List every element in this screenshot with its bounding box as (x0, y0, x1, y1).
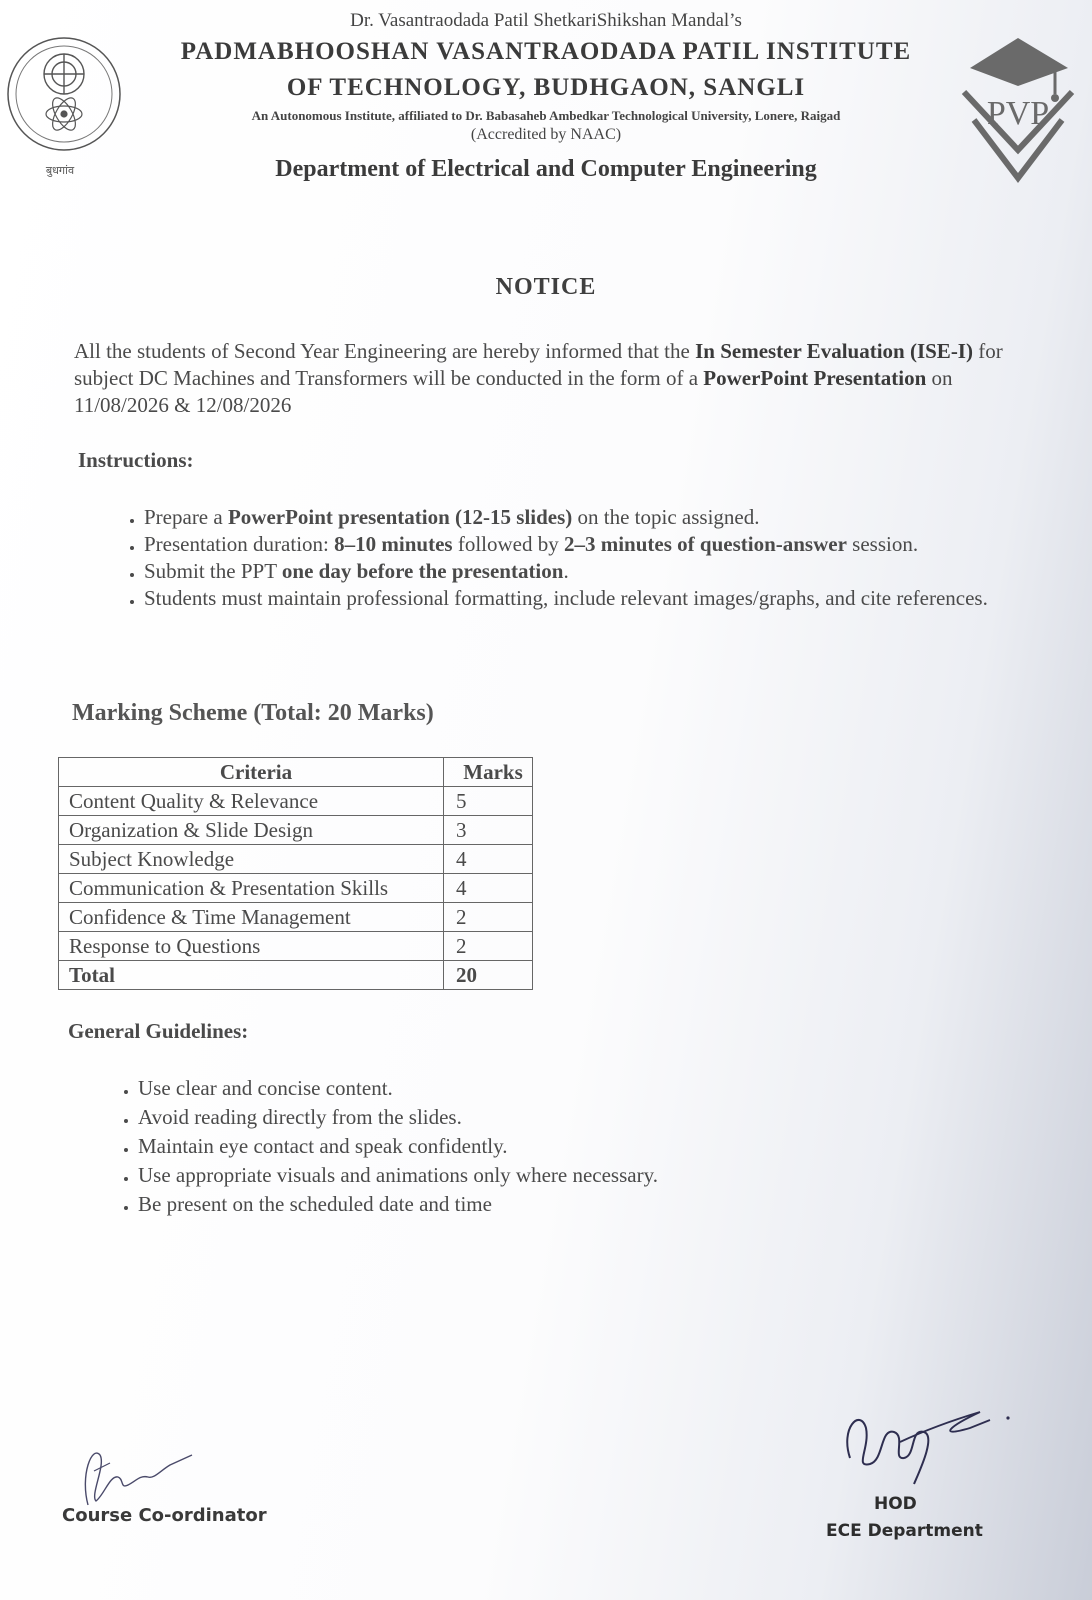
marks-cell: 2 (444, 932, 533, 961)
marking-scheme-heading: Marking Scheme (Total: 20 Marks) (72, 700, 434, 726)
department-name: Department of Electrical and Computer Engineering (275, 156, 817, 182)
table-row (59, 932, 533, 961)
table-row (59, 845, 533, 874)
guideline-item: • Use appropriate visuals and animations only where necessary. (138, 1161, 938, 1190)
guideline-item: • Use clear and concise content. (138, 1074, 938, 1103)
institute-name-line1: PADMABHOOSHAN VASANTRAODADA PATIL INSTITUTE (180, 38, 912, 65)
notice-title: NOTICE (495, 274, 597, 300)
instruction-item: • Prepare a PowerPoint presentation (12-15 slides) on the topic assigned. (144, 504, 1044, 531)
guideline-item: • Maintain eye contact and speak confidently. (138, 1132, 938, 1161)
criteria-cell: Communication & Presentation Skills (59, 874, 444, 903)
instructions-list (104, 504, 1044, 612)
table-row (59, 816, 533, 845)
marking-scheme-table (58, 757, 533, 990)
total-value: 20 (444, 961, 533, 990)
coordinator-title: Course Co-ordinator (62, 1505, 267, 1526)
pvp-logo (960, 28, 1080, 193)
institute-name-line2: OF TECHNOLOGY, BUDHGAON, SANGLI (286, 74, 806, 101)
criteria-cell: Subject Knowledge (59, 845, 444, 874)
hod-signature (840, 1398, 1020, 1488)
accreditation-text: (Accredited by NAAC) (470, 126, 622, 143)
marks-cell: 3 (444, 816, 533, 845)
coordinator-signature (70, 1435, 200, 1515)
criteria-cell: Content Quality & Relevance (59, 787, 444, 816)
mandal-name: Dr. Vasantraodada Patil ShetkariShikshan Mandal’s (350, 10, 742, 31)
table-row (59, 903, 533, 932)
instructions-heading: Instructions: (78, 448, 194, 472)
instruction-item: • Submit the PPT one day before the presentation. (144, 558, 1044, 585)
total-label: Total (59, 961, 444, 990)
criteria-cell: Confidence & Time Management (59, 903, 444, 932)
table-total-row (59, 961, 533, 990)
marks-cell: 4 (444, 874, 533, 903)
instruction-item: • Presentation duration: 8–10 minutes followed by 2–3 minutes of question-answer session. (144, 531, 1044, 558)
notice-paragraph: All the students of Second Year Engineering are hereby informed that the In Semester Evaluation (ISE-I) for subject DC Machines and Transformers will be conducted in the form of a PowerPoint Presentation on 11/08/2026 & 12/08/2026 (74, 339, 1003, 417)
svg-text:बुधगांव: बुधगांव (45, 164, 75, 177)
hod-department: ECE Department (826, 1521, 983, 1541)
marks-cell: 2 (444, 903, 533, 932)
criteria-header: Criteria (59, 758, 444, 787)
table-row (59, 787, 533, 816)
criteria-cell: Response to Questions (59, 932, 444, 961)
marks-header: Marks (444, 758, 533, 787)
affiliation-text: An Autonomous Institute, affiliated to Dr. Babasaheb Ambedkar Technological University, Lonere, Raigad (251, 108, 841, 123)
guideline-item: • Be present on the scheduled date and time (138, 1190, 938, 1219)
hod-title: HOD (874, 1494, 917, 1514)
svg-text:PVP: PVP (986, 95, 1050, 132)
guidelines-heading: General Guidelines: (68, 1019, 249, 1043)
criteria-cell: Organization & Slide Design (59, 816, 444, 845)
guidelines-list (96, 1074, 938, 1219)
marks-cell: 4 (444, 845, 533, 874)
table-row (59, 874, 533, 903)
guideline-item: • Avoid reading directly from the slides. (138, 1103, 938, 1132)
marks-cell: 5 (444, 787, 533, 816)
table-header-row (59, 758, 533, 787)
instruction-item: • Students must maintain professional formatting, include relevant images/graphs, and cite references. (144, 585, 1044, 612)
